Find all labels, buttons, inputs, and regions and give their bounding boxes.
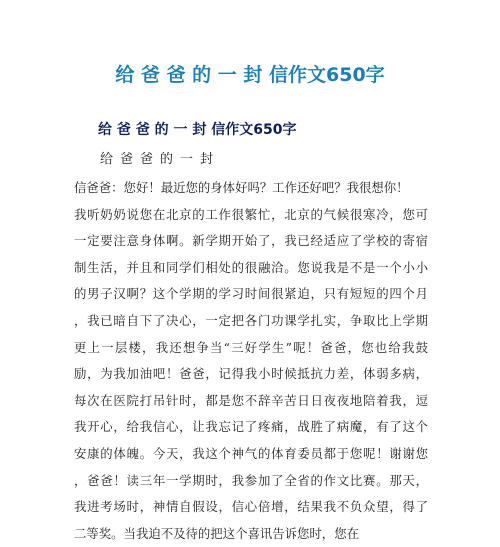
text-line: ，爸爸！读三年一学期时，我参加了全省的作文比赛。那天， — [74, 472, 428, 488]
text-line: 每次在医院打吊针时，都是您不辞辛苦日日夜夜地陪着我，逗 — [74, 392, 428, 408]
text-line: 二等奖。当我迫不及待的把这个喜讯告诉您时，您在 — [74, 525, 359, 541]
page-title: 给 爸 爸 的 一 封 信作文650字 — [115, 64, 385, 86]
text-line: 励，为我加油吧！爸爸，记得我小时候抵抗力差，体弱多病， — [74, 366, 428, 382]
text-line: 信爸爸：您好！最近您的身体好吗？工作还好吧？我很想你！ — [74, 180, 409, 195]
text-line: 一定要注意身体啊。新学期开始了，我已经适应了学校的寄宿 — [74, 233, 428, 249]
text-line: 的男子汉啊？这个学期的学习时间很紧迫，只有短短的四个月 — [74, 286, 428, 302]
section-title: 给 爸 爸 的 一 封 信作文650字 — [98, 122, 297, 138]
letter-body — [74, 175, 428, 547]
text-line: 安康的体魄。今天，我这个神气的体育委员都于您呢！谢谢您 — [74, 445, 428, 461]
letter-heading: 给爸爸的一封 — [100, 152, 221, 167]
text-line: 我开心，给我信心，让我忘记了疼痛，战胜了病魔，有了这个 — [74, 419, 428, 435]
text-line: 我听奶奶说您在北京的工作很繁忙，北京的气候很寒冷，您可 — [74, 206, 428, 222]
text-line: 更上一层楼，我还想争当“三好学生”呢！爸爸，您也给我鼓 — [74, 339, 428, 355]
text-line: 制生活，并且和同学们相处的很融洽。您说我是不是一个小小 — [74, 259, 428, 275]
text-line: 我进考场时，神情自假设，信心倍增，结果我不负众望，得了 — [74, 499, 428, 515]
text-line: ，我已暗自下了决心，一定把各门功课学扎实，争取比上学期 — [74, 312, 428, 328]
